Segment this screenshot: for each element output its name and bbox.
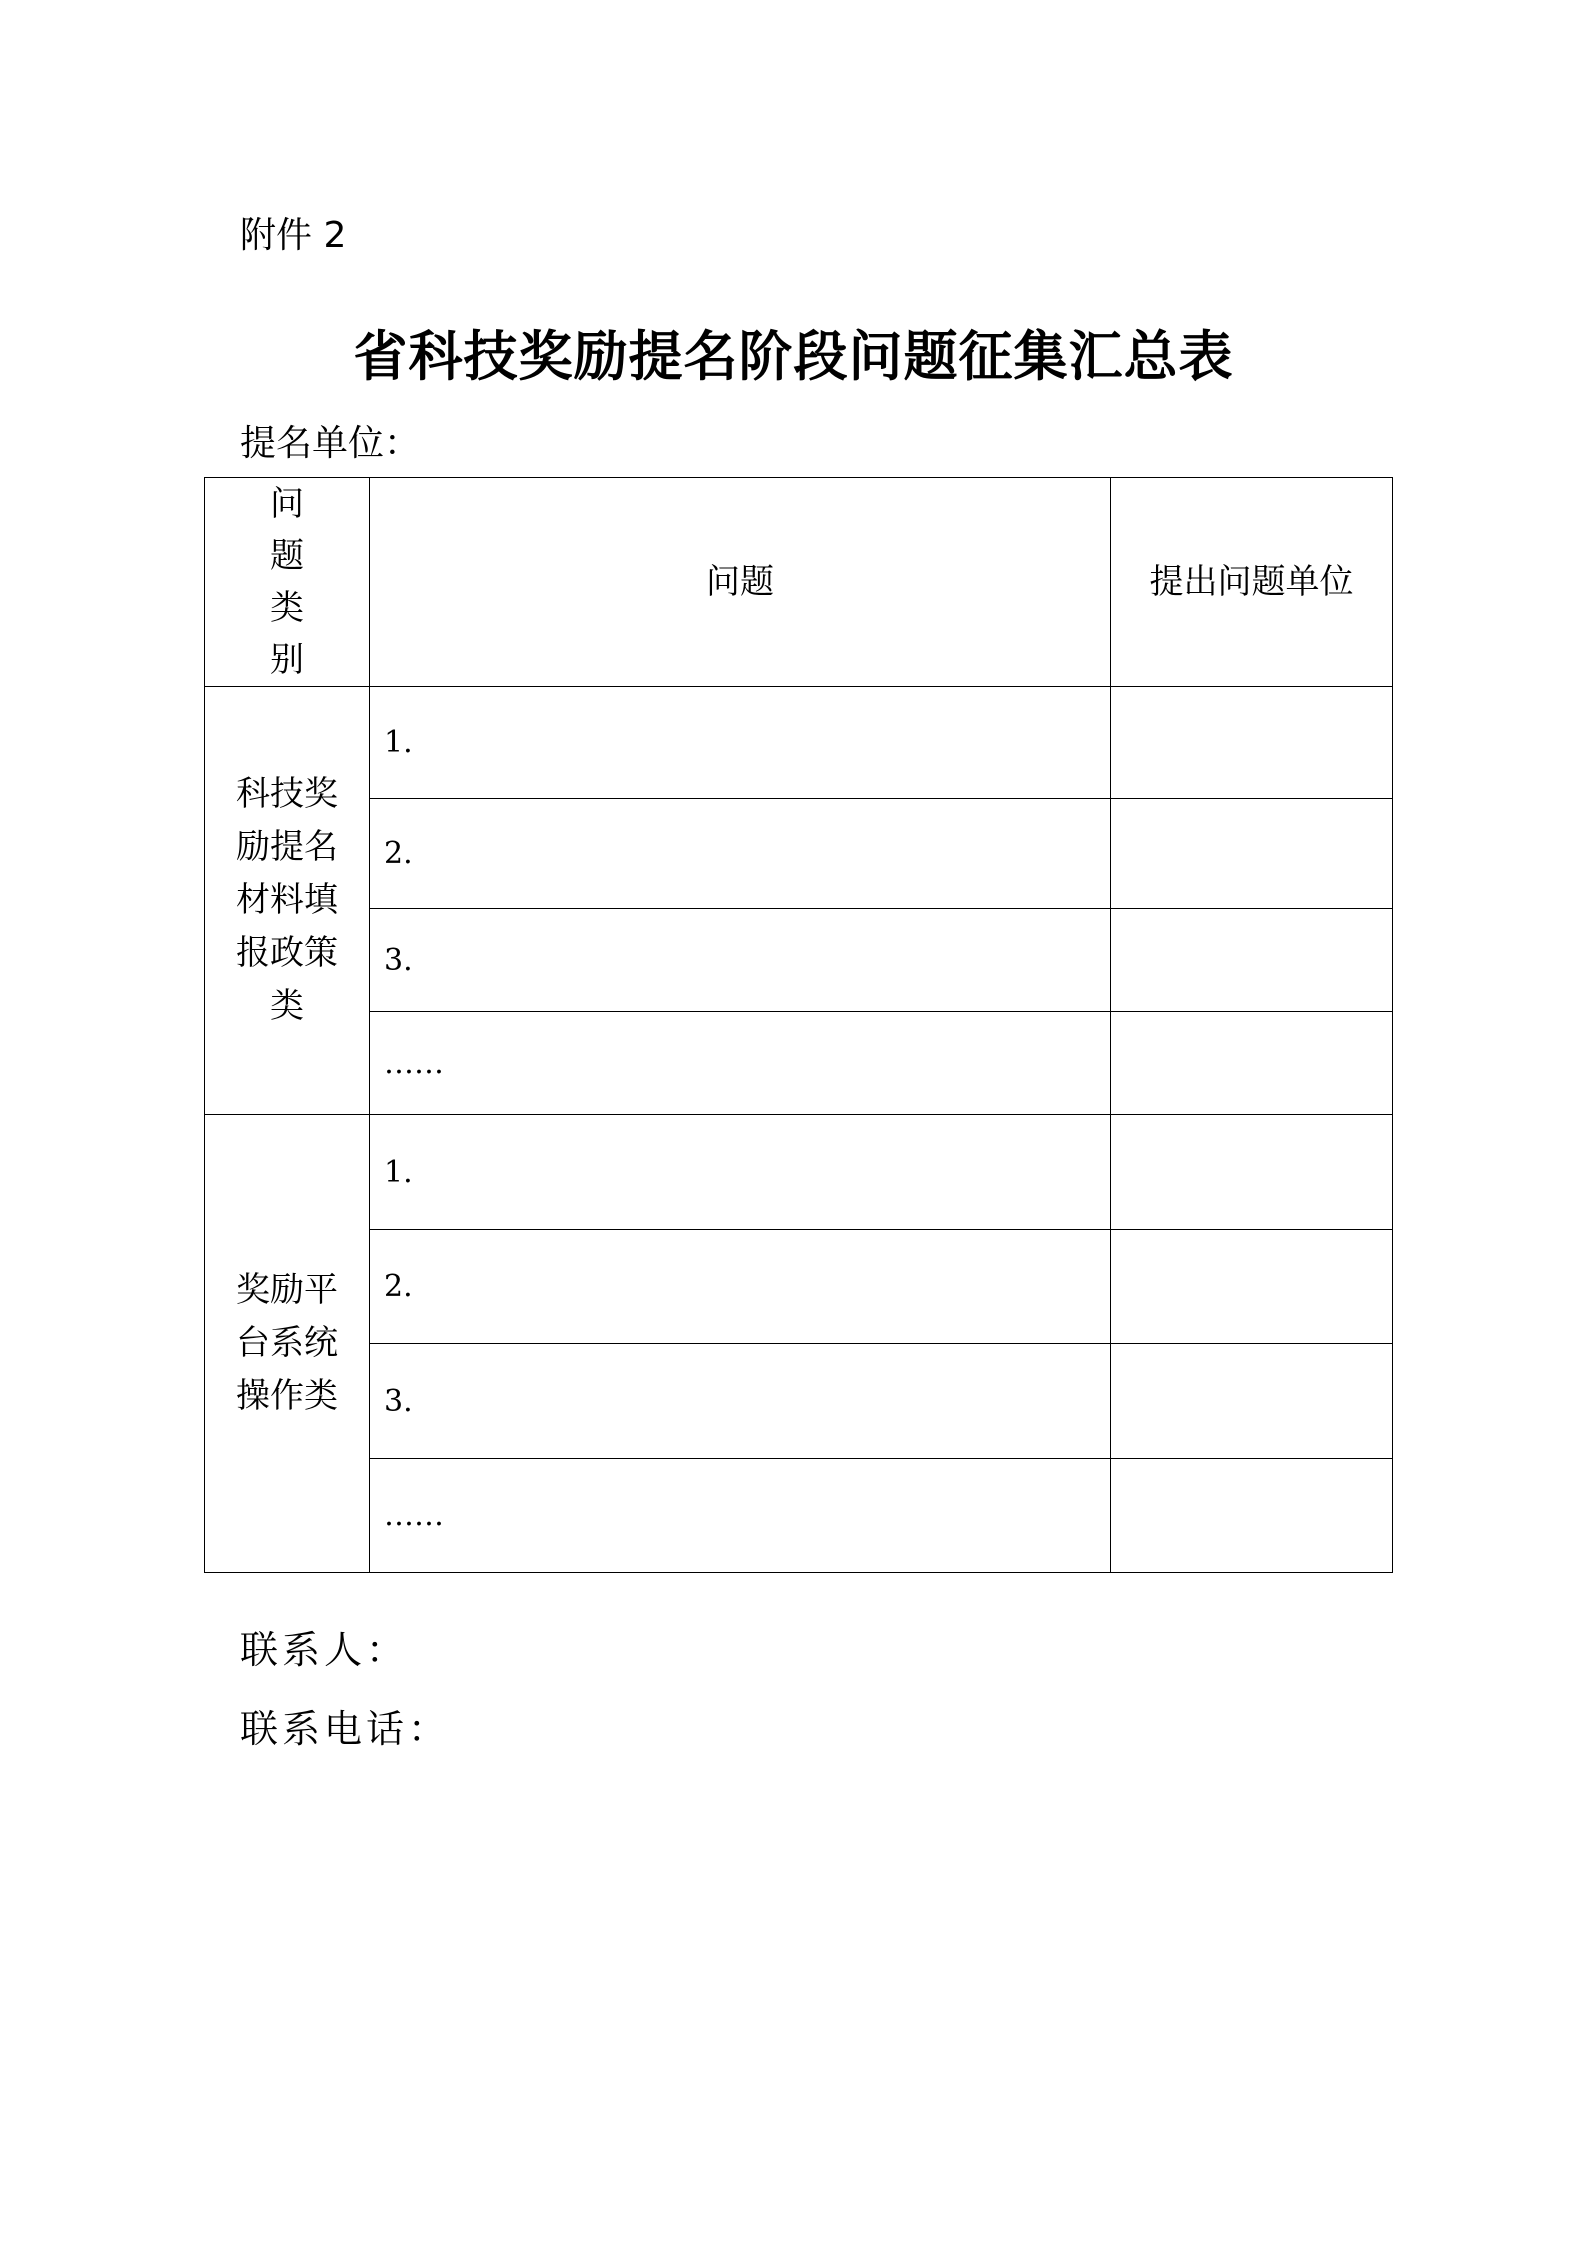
unit-cell[interactable]	[1111, 1012, 1393, 1115]
question-cell[interactable]: 2.	[370, 1230, 1111, 1344]
contact-person-label: 联系人：	[240, 1628, 409, 1672]
category-cell-policy: 科技奖励提名材料填报政策类	[205, 687, 370, 1115]
header-unit: 提出问题单位	[1111, 478, 1393, 687]
question-cell[interactable]: 1.	[370, 1115, 1111, 1230]
unit-cell[interactable]	[1111, 1459, 1393, 1573]
question-cell[interactable]: ……	[370, 1459, 1111, 1573]
contact-phone-label: 联系电话：	[240, 1707, 451, 1751]
unit-cell[interactable]	[1111, 909, 1393, 1012]
question-cell[interactable]: 3.	[370, 1344, 1111, 1459]
question-cell[interactable]: 2.	[370, 799, 1111, 909]
table-row	[205, 909, 1393, 1012]
question-cell[interactable]: ……	[370, 1012, 1111, 1115]
table-row	[205, 799, 1393, 909]
header-question: 问题	[370, 478, 1111, 687]
table-row	[205, 1344, 1393, 1459]
header-category: 问题 类别	[205, 478, 370, 687]
nominating-unit-label: 提名单位：	[240, 423, 421, 464]
unit-cell[interactable]	[1111, 687, 1393, 799]
question-cell[interactable]: 1.	[370, 687, 1111, 799]
table-row	[205, 1230, 1393, 1344]
attachment-label: 附件 2	[240, 215, 347, 256]
table-row	[205, 1115, 1393, 1230]
table-row	[205, 1459, 1393, 1573]
unit-cell[interactable]	[1111, 1230, 1393, 1344]
issues-summary-table	[204, 477, 1393, 1573]
table-header-row	[205, 478, 1393, 687]
unit-cell[interactable]	[1111, 1344, 1393, 1459]
category-cell-platform: 奖励平台系统操作类	[205, 1115, 370, 1573]
question-cell[interactable]: 3.	[370, 909, 1111, 1012]
table-row	[205, 687, 1393, 799]
unit-cell[interactable]	[1111, 1115, 1393, 1230]
table-row	[205, 1012, 1393, 1115]
document-title: 省科技奖励提名阶段问题征集汇总表	[353, 324, 1234, 388]
unit-cell[interactable]	[1111, 799, 1393, 909]
